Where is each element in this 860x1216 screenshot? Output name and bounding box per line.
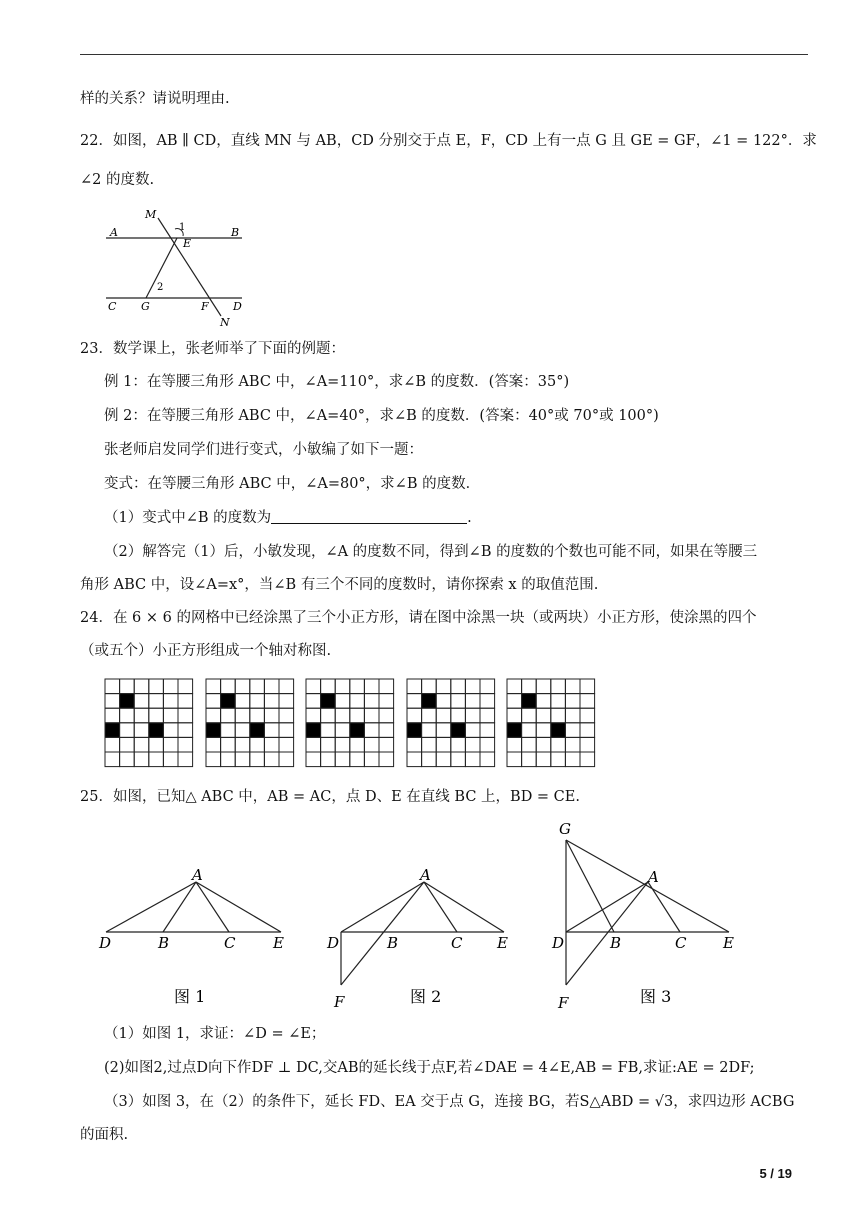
grid-cell <box>306 737 321 752</box>
q25-line1: 25．如图，已知△ ABC 中，AB = AC，点 D、E 在直线 BC 上，BD = CE. <box>80 789 580 805</box>
line-MN <box>158 218 221 316</box>
grid-cell <box>507 679 522 694</box>
grid-cell <box>178 708 193 723</box>
q23-variant: 变式：在等腰三角形 ABC 中，∠A=80°，求∠B 的度数． <box>104 476 481 492</box>
black-cell <box>407 723 422 738</box>
grid-cell <box>178 752 193 767</box>
grid-cell <box>149 694 164 709</box>
grid-cell <box>480 752 495 767</box>
grid-cell <box>149 708 164 723</box>
grid-cell <box>163 737 178 752</box>
grid-cell <box>536 679 551 694</box>
grid-cell <box>350 679 365 694</box>
grid-cell <box>522 679 537 694</box>
q24-line2: （或五个）小正方形组成一个轴对称图. <box>80 643 332 659</box>
grid-cell <box>206 752 221 767</box>
grid-cell <box>465 752 480 767</box>
black-cell <box>551 723 566 738</box>
grid-cell <box>480 708 495 723</box>
q23-sub1-text: （1）变式中∠B 的度数为 <box>104 510 272 526</box>
grid-cell <box>565 723 580 738</box>
grid-cell <box>235 737 250 752</box>
grid-cell <box>105 679 120 694</box>
grid-cell <box>407 694 422 709</box>
grid-cell <box>264 723 279 738</box>
fig2-label-C: C <box>451 934 463 952</box>
grid-cell <box>551 708 566 723</box>
grid-cell <box>450 708 465 723</box>
fig3-label-E: E <box>723 934 734 952</box>
grid-cell <box>407 679 422 694</box>
q21-tail-text: 样的关系？请说明理由. <box>80 91 230 107</box>
grid-cell <box>163 694 178 709</box>
fig2-label-A: A <box>420 866 431 884</box>
fig3-label-A: A <box>648 868 659 886</box>
grid-cell <box>565 752 580 767</box>
q23-sub1-end: . <box>467 510 472 526</box>
grid-cell <box>421 723 436 738</box>
grid-cell <box>335 723 350 738</box>
grid-cell <box>480 694 495 709</box>
grid-cell <box>134 737 149 752</box>
grid-cell <box>565 679 580 694</box>
grid-cell <box>421 752 436 767</box>
grid-cell <box>364 708 379 723</box>
grid-cell <box>565 708 580 723</box>
q23-sub1 <box>104 508 472 528</box>
grid-cell <box>279 708 294 723</box>
grid-cell <box>306 708 321 723</box>
grid-cell <box>536 752 551 767</box>
black-cell <box>149 723 164 738</box>
q22-figure <box>100 200 250 330</box>
grid-cell <box>465 708 480 723</box>
grid-cell <box>306 694 321 709</box>
q23-sub2-line2: 角形 ABC 中，设∠A=x°，当∠B 有三个不同的度数时，请你探索 x 的取值范围. <box>80 577 599 593</box>
fig1-label-E: E <box>273 934 284 952</box>
black-cell <box>507 723 522 738</box>
grid-cell <box>235 708 250 723</box>
grid-cell <box>536 737 551 752</box>
grid-cell <box>580 737 595 752</box>
grid-cell <box>163 752 178 767</box>
grid-cell <box>407 708 422 723</box>
grid-cell <box>206 694 221 709</box>
grid-cell <box>321 737 336 752</box>
grid-cell <box>249 679 264 694</box>
grid-cell <box>522 737 537 752</box>
grid-cell <box>178 737 193 752</box>
grid-cell <box>350 708 365 723</box>
label-B: B <box>231 226 240 239</box>
grid-cell <box>321 752 336 767</box>
grid-cell <box>364 752 379 767</box>
fig2-label-E: E <box>497 934 508 952</box>
black-cell <box>206 723 221 738</box>
grid-cell <box>220 737 235 752</box>
grid-cell <box>450 679 465 694</box>
grid-cell <box>465 737 480 752</box>
q23-prompt: 张老师启发同学们进行变式，小敏编了如下一题： <box>104 442 423 458</box>
grid-cell <box>306 679 321 694</box>
grid-cell <box>120 708 135 723</box>
grid-cell <box>465 694 480 709</box>
fig1-label-B: B <box>158 934 170 952</box>
label-E: E <box>183 237 192 250</box>
grid-cell <box>264 708 279 723</box>
black-cell <box>450 723 465 738</box>
grid-cell <box>134 708 149 723</box>
grid-cell <box>522 708 537 723</box>
label-C: C <box>108 300 117 313</box>
grid-cell <box>379 679 394 694</box>
grid-cell <box>507 737 522 752</box>
black-cell <box>249 723 264 738</box>
grid-cell <box>264 752 279 767</box>
grid-5 <box>506 678 596 772</box>
grid-cell <box>178 723 193 738</box>
fig3-label-F: F <box>558 994 569 1012</box>
q25-sub3-end: 的面积. <box>80 1127 129 1143</box>
grid-cell <box>436 752 451 767</box>
grid-3 <box>305 678 395 772</box>
grid-cell <box>450 694 465 709</box>
q25-figure1 <box>96 860 296 1010</box>
answer-blank[interactable] <box>271 508 467 524</box>
grid-cell <box>163 708 178 723</box>
grid-cell <box>235 694 250 709</box>
q23-sub2-line1: （2）解答完（1）后，小敏发现，∠A 的度数不同，得到∠B 的度数的个数也可能不同，如果在等腰三 <box>104 544 758 560</box>
grid-cell <box>249 752 264 767</box>
grid-cell <box>436 708 451 723</box>
fig1-caption: 图 1 <box>174 987 206 1006</box>
grid-cell <box>321 679 336 694</box>
grid-cell <box>379 752 394 767</box>
black-cell <box>421 694 436 709</box>
grid-cell <box>120 723 135 738</box>
grid-cell <box>507 708 522 723</box>
label-1: 1 <box>179 222 186 233</box>
label-M: M <box>145 208 157 221</box>
grid-cell <box>279 752 294 767</box>
fig3-caption: 图 3 <box>640 987 672 1006</box>
fig2-label-F: F <box>334 993 345 1011</box>
grid-cell <box>407 737 422 752</box>
grid-cell <box>335 752 350 767</box>
grid-cell <box>580 708 595 723</box>
fig1-label-C: C <box>224 934 236 952</box>
label-A: A <box>110 226 118 239</box>
black-cell <box>220 694 235 709</box>
grid-cell <box>149 752 164 767</box>
grid-cell <box>407 752 422 767</box>
grid-cell <box>421 679 436 694</box>
grid-cell <box>536 694 551 709</box>
grid-cell <box>480 737 495 752</box>
grid-cell <box>120 737 135 752</box>
grid-cell <box>249 708 264 723</box>
q25-sub3: （3）如图 3，在（2）的条件下，延长 FD、EA 交于点 G，连接 BG，若S△ABD = √3，求四边形 ACBG <box>104 1094 795 1110</box>
grid-cell <box>480 723 495 738</box>
grid-cell <box>249 737 264 752</box>
fig3-label-D: D <box>552 934 565 952</box>
grid-cell <box>163 679 178 694</box>
black-cell <box>120 694 135 709</box>
grid-cell <box>134 694 149 709</box>
grid-cell <box>249 694 264 709</box>
q22-line1: 22．如图，AB ∥ CD，直线 MN 与 AB，CD 分别交于点 E，F，CD 上有一点 G 且 GE = GF，∠1 = 122°．求 <box>80 133 817 149</box>
grid-cell <box>235 723 250 738</box>
label-F: F <box>201 300 209 313</box>
q23-example1: 例 1：在等腰三角形 ABC 中，∠A=110°，求∠B 的度数．(答案：35°) <box>104 374 570 390</box>
fig1-label-D: D <box>99 934 112 952</box>
grid-cell <box>134 723 149 738</box>
grid-cell <box>134 679 149 694</box>
grid-cell <box>178 679 193 694</box>
grid-cell <box>536 708 551 723</box>
grid-cell <box>220 679 235 694</box>
grid-cell <box>206 737 221 752</box>
grid-cell <box>507 694 522 709</box>
grid-cell <box>364 737 379 752</box>
q25-sub1: （1）如图 1，求证：∠D = ∠E； <box>104 1026 326 1042</box>
grid-cell <box>465 679 480 694</box>
grid-cell <box>364 679 379 694</box>
grid-cell <box>379 737 394 752</box>
grid-cell <box>436 679 451 694</box>
q24-line1: 24．在 6 × 6 的网格中已经涂黑了三个小正方形，请在图中涂黑一块（或两块）小正方形，使涂黑的四个 <box>80 610 757 626</box>
grid-cell <box>350 694 365 709</box>
grid-cell <box>105 694 120 709</box>
grid-cell <box>436 694 451 709</box>
grid-cell <box>551 737 566 752</box>
grid-cell <box>565 737 580 752</box>
grid-cell <box>551 679 566 694</box>
grid-cell <box>364 694 379 709</box>
fig3-label-G: G <box>559 820 571 838</box>
grid-cell <box>178 694 193 709</box>
q22-line2: ∠2 的度数. <box>80 172 155 188</box>
grid-cell <box>480 679 495 694</box>
grid-cell <box>306 752 321 767</box>
q23-head: 23．数学课上，张老师举了下面的例题： <box>80 341 345 357</box>
grid-cell <box>279 679 294 694</box>
grid-cell <box>364 723 379 738</box>
label-G: G <box>141 300 150 313</box>
grid-cell <box>379 708 394 723</box>
grid-cell <box>206 708 221 723</box>
grid-cell <box>379 694 394 709</box>
grid-cell <box>580 679 595 694</box>
grid-cell <box>335 708 350 723</box>
grid-cell <box>450 752 465 767</box>
grid-cell <box>163 723 178 738</box>
fig3-label-B: B <box>610 934 622 952</box>
q25-figure2 <box>324 860 524 1010</box>
fig3-label-C: C <box>675 934 687 952</box>
grid-cell <box>436 723 451 738</box>
grid-cell <box>421 708 436 723</box>
label-D: D <box>233 300 242 313</box>
grid-cell <box>279 694 294 709</box>
fig2-label-B: B <box>387 934 399 952</box>
grid-cell <box>335 737 350 752</box>
grid-cell <box>335 694 350 709</box>
black-cell <box>105 723 120 738</box>
grid-cell <box>335 679 350 694</box>
grid-cell <box>350 737 365 752</box>
grid-cell <box>235 679 250 694</box>
grid-cell <box>279 737 294 752</box>
grid-cell <box>450 737 465 752</box>
q23-example2: 例 2：在等腰三角形 ABC 中，∠A=40°，求∠B 的度数．(答案：40°或 70°或 100°) <box>104 408 659 424</box>
grid-cell <box>105 752 120 767</box>
q25-figure3 <box>546 820 746 1010</box>
black-cell <box>522 694 537 709</box>
grid-cell <box>235 752 250 767</box>
fig2-label-D: D <box>327 934 340 952</box>
label-2: 2 <box>157 282 164 293</box>
grid-cell <box>220 752 235 767</box>
grid-cell <box>220 723 235 738</box>
page-number: 5 / 19 <box>759 1166 792 1181</box>
grid-cell <box>551 694 566 709</box>
grid-cell <box>120 679 135 694</box>
grid-cell <box>379 723 394 738</box>
grid-cell <box>149 679 164 694</box>
grid-cell <box>580 723 595 738</box>
grid-cell <box>522 723 537 738</box>
grid-cell <box>565 694 580 709</box>
grid-cell <box>580 694 595 709</box>
grid-2 <box>205 678 295 772</box>
grid-cell <box>350 752 365 767</box>
grid-cell <box>264 737 279 752</box>
label-N: N <box>220 316 230 329</box>
grid-cell <box>321 723 336 738</box>
grid-cell <box>421 737 436 752</box>
grid-cell <box>279 723 294 738</box>
grid-cell <box>321 708 336 723</box>
grid-cell <box>522 752 537 767</box>
grid-1 <box>104 678 194 772</box>
grid-cell <box>105 737 120 752</box>
grid-cell <box>580 752 595 767</box>
grid-cell <box>507 752 522 767</box>
fig1-label-A: A <box>192 866 203 884</box>
grid-cell <box>206 679 221 694</box>
fig2-caption: 图 2 <box>410 987 442 1006</box>
grid-cell <box>149 737 164 752</box>
grid-cell <box>220 708 235 723</box>
grid-cell <box>465 723 480 738</box>
grid-4 <box>406 678 496 772</box>
black-cell <box>306 723 321 738</box>
header-rule <box>80 54 808 55</box>
grid-cell <box>436 737 451 752</box>
grid-cell <box>134 752 149 767</box>
grid-cell <box>105 708 120 723</box>
grid-cell <box>264 694 279 709</box>
black-cell <box>321 694 336 709</box>
grid-cell <box>551 752 566 767</box>
black-cell <box>350 723 365 738</box>
q25-sub2: (2)如图2,过点D向下作DF ⊥ DC,交AB的延长线于点F,若∠DAE = 4∠E,AB = FB,求证:AE = 2DF; <box>104 1060 755 1076</box>
grid-cell <box>120 752 135 767</box>
grid-cell <box>536 723 551 738</box>
grid-cell <box>264 679 279 694</box>
